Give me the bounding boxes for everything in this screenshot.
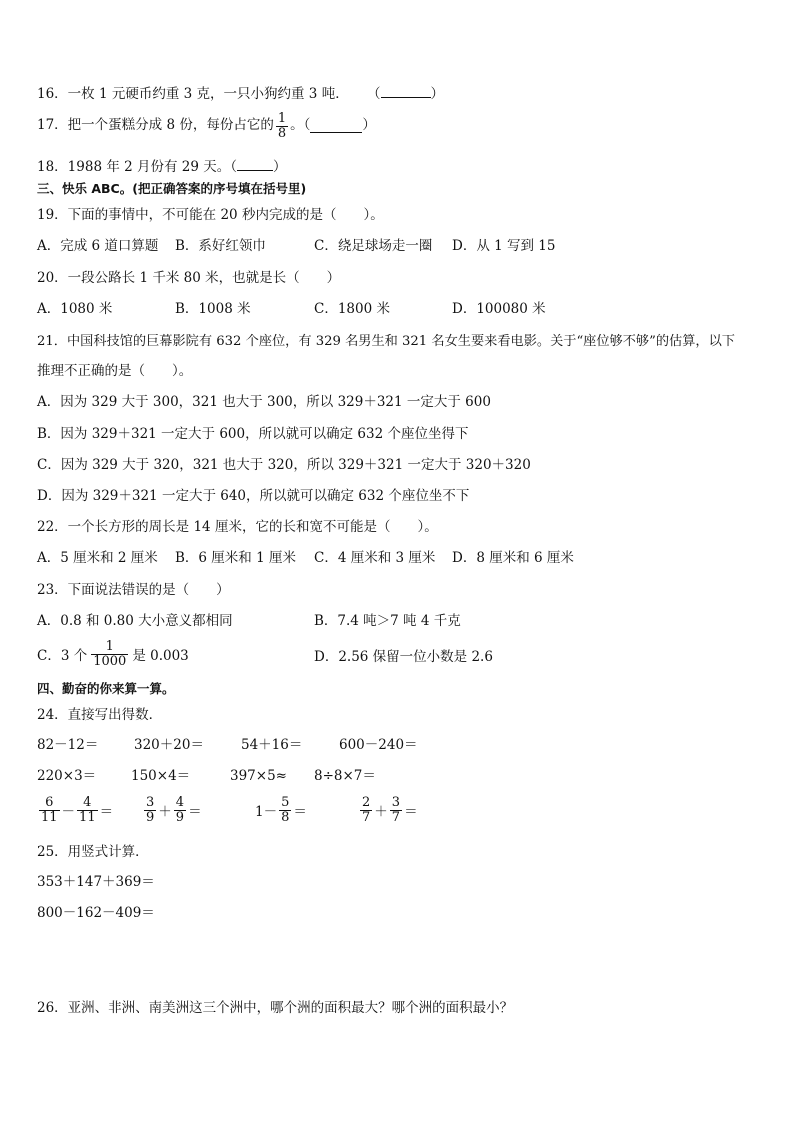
question-21-line1: 21．中国科技馆的巨幕影院有 632 个座位，有 329 名男生和 321 名女生要来看电影。关于“座位够不够”的估算，以下: [37, 334, 735, 349]
calc-item: 320＋20＝: [134, 737, 204, 753]
question-16: [37, 85, 444, 102]
prefix: 1－: [255, 804, 278, 821]
denominator: 8: [281, 809, 290, 825]
q23-c-pre: C．3 个: [37, 648, 88, 665]
question-22: 22．一个长方形的周长是 14 厘米，它的长和宽不可能是（ ）。: [37, 519, 438, 535]
numerator: 4: [175, 795, 185, 810]
q21-option-b[interactable]: B．因为 329＋321 一定大于 600，所以就可以确定 632 个座位坐得下: [37, 426, 469, 442]
calc-item: 397×5≈: [230, 768, 287, 784]
denominator: 11: [79, 809, 96, 825]
numerator: 4: [83, 795, 92, 810]
calc-item: 54＋16＝: [241, 737, 303, 753]
question-21-line2: 推理不正确的是（ ）。: [37, 363, 193, 379]
q21-option-c[interactable]: C．因为 329 大于 320，321 也大于 320，所以 329＋321 一定大于 320＋320: [37, 457, 531, 473]
fraction-calc-3: [255, 796, 307, 824]
q17-after: 。（: [290, 117, 311, 134]
fraction: [144, 796, 156, 824]
denominator: 11: [41, 809, 58, 825]
fraction: [276, 112, 288, 140]
q19-option-c[interactable]: C．绕足球场走一圈: [314, 238, 433, 254]
question-26: 26．亚洲、非洲、南美洲这三个洲中，哪个洲的面积最大？哪个洲的面积最小？: [37, 1000, 514, 1016]
q16-text: 16．一枚 1 元硬币约重 3 克，一只小狗约重 3 吨．: [37, 86, 349, 102]
calc-item: 82－12＝: [37, 737, 99, 753]
q22-option-a[interactable]: A．5 厘米和 2 厘米: [37, 550, 158, 566]
q23-c-post: 是 0.003: [132, 648, 189, 665]
fraction: [77, 796, 98, 824]
q23-option-b[interactable]: B．7.4 吨＞7 吨 4 千克: [314, 613, 461, 629]
q21-option-d[interactable]: D．因为 329＋321 一定大于 640，所以就可以确定 632 个座位坐不下: [37, 488, 470, 504]
q17-text: 17．把一个蛋糕分成 8 份，每份占它的: [37, 117, 274, 134]
fraction-calc-1: [37, 796, 113, 824]
fraction: [390, 796, 402, 824]
equals: ＝: [99, 804, 114, 821]
q21-option-a[interactable]: A．因为 329 大于 300，321 也大于 300，所以 329＋321 一定大于 600: [37, 394, 491, 410]
numerator: 2: [362, 795, 371, 810]
operator: －: [61, 804, 76, 821]
question-17: [37, 112, 376, 140]
q20-option-d[interactable]: D．100080 米: [452, 301, 546, 317]
calc-item: 150×4＝: [131, 768, 191, 784]
q19-option-a[interactable]: A．完成 6 道口算题: [37, 238, 159, 254]
equals: ＝: [293, 804, 307, 821]
q20-option-a[interactable]: A．1080 米: [37, 301, 113, 317]
equals: ＝: [404, 804, 418, 821]
numerator: 3: [146, 795, 155, 810]
q22-option-b[interactable]: B．6 厘米和 1 厘米: [175, 550, 296, 566]
numerator: 6: [45, 795, 54, 810]
equals: ＝: [188, 804, 202, 821]
q22-option-c[interactable]: C．4 厘米和 3 厘米: [314, 550, 436, 566]
numerator: 3: [391, 795, 401, 810]
calc-item: 220×3＝: [37, 768, 97, 784]
question-20: 20．一段公路长 1 千米 80 米，也就是长（ ）: [37, 270, 341, 286]
paren: ）: [362, 117, 376, 134]
fraction: [39, 796, 60, 824]
vertical-calc-2: 800－162－409＝: [37, 905, 155, 921]
q20-option-c[interactable]: C．1800 米: [314, 301, 390, 317]
question-23: 23．下面说法错误的是（ ）: [37, 582, 230, 598]
denominator: 9: [175, 809, 185, 825]
q23-option-d[interactable]: D．2.56 保留一位小数是 2.6: [314, 649, 493, 665]
answer-blank-17[interactable]: [310, 120, 362, 133]
fraction-calc-2: [142, 796, 202, 824]
fraction: [360, 796, 372, 824]
denominator: 9: [146, 809, 155, 825]
q23-option-c[interactable]: [37, 640, 189, 668]
q19-option-b[interactable]: B．系好红领巾: [175, 238, 266, 254]
q23-option-a[interactable]: A．0.8 和 0.80 大小意义都相同: [37, 613, 233, 629]
section-4-heading: 四、勤奋的你来算一算。: [37, 681, 175, 696]
fraction: [91, 640, 128, 668]
numerator: 1: [277, 111, 287, 126]
operator: ＋: [374, 804, 388, 821]
fraction: [174, 796, 186, 824]
section-3-heading: 三、快乐 ABC。(把正确答案的序号填在括号里): [37, 181, 307, 196]
denominator: 8: [277, 125, 287, 141]
question-25: 25．用竖式计算．: [37, 844, 149, 860]
calc-item: 8÷8×7＝: [314, 768, 376, 784]
denominator: 7: [362, 809, 371, 825]
question-19: 19．下面的事情中，不可能在 20 秒内完成的是（ ）。: [37, 207, 384, 223]
calc-item: 600－240＝: [339, 737, 418, 753]
q19-option-d[interactable]: D．从 1 写到 15: [452, 238, 556, 254]
paren: ）: [430, 86, 444, 102]
numerator: 5: [281, 795, 290, 810]
question-18: [37, 158, 287, 175]
paren: （: [367, 86, 381, 102]
denominator: 1000: [93, 653, 127, 669]
q20-option-b[interactable]: B．1008 米: [175, 301, 251, 317]
numerator: 1: [105, 639, 114, 654]
fraction: [279, 796, 291, 824]
paren: ）: [273, 159, 287, 175]
question-24: 24．直接写出得数．: [37, 707, 163, 723]
q22-option-d[interactable]: D．8 厘米和 6 厘米: [452, 550, 574, 566]
vertical-calc-1: 353＋147＋369＝: [37, 874, 155, 890]
denominator: 7: [391, 809, 401, 825]
operator: ＋: [158, 804, 172, 821]
answer-blank-16[interactable]: [381, 85, 431, 98]
q18-text: 18．1988 年 2 月份有 29 天。（: [37, 159, 238, 175]
fraction-calc-4: [358, 796, 418, 824]
answer-blank-18[interactable]: [237, 158, 273, 171]
